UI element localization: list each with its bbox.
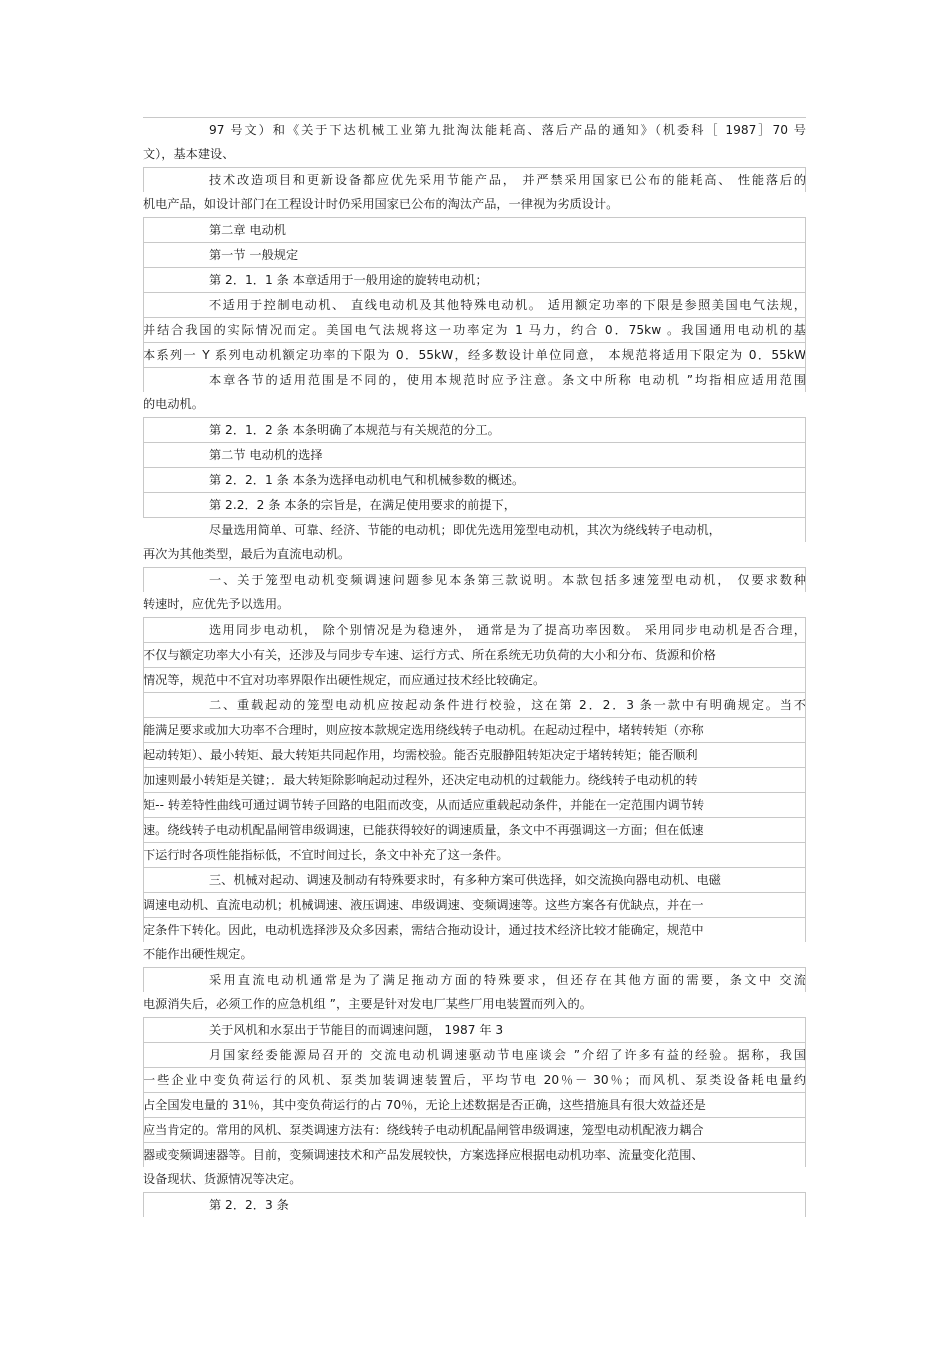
text-line-content: 再次为其他类型，最后为直流电动机。: [143, 547, 351, 561]
text-line: [143, 767, 806, 792]
text-line: [143, 567, 806, 592]
document-body: [143, 117, 806, 1217]
text-line: [143, 317, 806, 342]
text-line: [143, 1142, 806, 1167]
text-line: [143, 192, 806, 217]
text-line: [143, 542, 806, 567]
text-line: [143, 717, 806, 742]
text-line-content: 选用同步电动机， 除个别情况是为稳速外， 通常是为了提高功率因数。 采用同步电动机是否合理，: [209, 623, 806, 637]
text-line-content: 第二章 电动机: [209, 223, 286, 237]
text-line: [143, 667, 806, 692]
text-line: [143, 492, 806, 517]
text-line-content: 器或变频调速器等。目前，变频调速技术和产品发展较快，方案选择应根据电动机功率、流量变化范围、: [143, 1148, 704, 1162]
text-line-content: 并结合我国的实际情况而定。美国电气法规将这一功率定为 1 马力，约合 0．75kw 。我国通用电动机的基: [143, 323, 806, 337]
text-line-content: 不仅与额定功率大小有关，还涉及与同步专车速、运行方式、所在系统无功负荷的大小和分布、货源和价格: [143, 648, 716, 662]
text-line: [143, 992, 806, 1017]
text-line-content: 尽量选用简单、可靠、经济、节能的电动机；即优先选用笼型电动机，其次为绕线转子电动机，: [209, 523, 721, 537]
text-line-content: 第二节 电动机的选择: [209, 448, 323, 462]
text-line-content: 月国家经委能源局召开的 交流电动机调速驱动节电座谈会 ”介绍了许多有益的经验。据称，我国: [209, 1048, 806, 1062]
text-line: [143, 1167, 806, 1192]
text-line-content: 速。绕线转子电动机配晶闸管串级调速，已能获得较好的调速质量，条文中不再强调这一方面；但在低速: [143, 823, 704, 837]
text-line: [143, 642, 806, 667]
text-line: [143, 817, 806, 842]
text-line: [143, 867, 806, 892]
text-line-content: 调速电动机、直流电动机；机械调速、液压调速、串级调速、变频调速等。这些方案各有优缺点，并在一: [143, 898, 704, 912]
text-line: [143, 592, 806, 617]
text-line: [143, 1117, 806, 1142]
text-line-content: 关于风机和水泵出于节能目的而调速问题， 1987 年 3: [209, 1023, 504, 1037]
text-line-content: 应当肯定的。常用的风机、泵类调速方法有：绕线转子电动机配晶闸管串级调速，笼型电动机配液力耦合: [143, 1123, 704, 1137]
text-line-content: 采用直流电动机通常是为了满足拖动方面的特殊要求，但还存在其他方面的需要，条文中 交流: [209, 973, 806, 987]
text-line-content: 转速时，应优先予以选用。: [143, 597, 290, 611]
text-line-content: 97 号文）和《关于下达机械工业第九批淘汰能耗高、落后产品的通知》（机委科［ 1987］70 号: [209, 123, 806, 137]
text-line: [143, 692, 806, 717]
text-line-content: 能满足要求或加大功率不合理时，则应按本款规定选用绕线转子电动机。在起动过程中，堵转转矩（亦称: [143, 723, 704, 737]
text-line-content: 第 2．1．1 条 本章适用于一般用途的旋转电动机；: [209, 273, 488, 287]
text-line-content: 文），基本建设、: [143, 147, 235, 161]
text-line: [143, 242, 806, 267]
text-line: [143, 742, 806, 767]
text-line-content: 的电动机。: [143, 397, 204, 411]
text-line-content: 机电产品，如设计部门在工程设计时仍采用国家已公布的淘汰产品，一律视为劣质设计。: [143, 197, 619, 211]
text-line: [143, 792, 806, 817]
text-line-content: 起动转矩）、最小转矩、最大转矩共同起作用，均需校验。能否克服静阻转矩决定于堵转转矩；能否顺利: [143, 748, 698, 762]
text-line: [143, 917, 806, 942]
text-line: [143, 367, 806, 392]
text-line: [143, 342, 806, 367]
text-line: [143, 1192, 806, 1217]
text-line-content: 电源消失后，必须工作的应急机组 ”，主要是针对发电厂某些厂用电装置而列入的。: [143, 997, 592, 1011]
text-line: [143, 1092, 806, 1117]
text-line-content: 一些企业中变负荷运行的风机、泵类加装调速装置后，平均节电 20％－ 30％；而风机、泵类设备耗电量约: [143, 1073, 806, 1087]
text-line-content: 第 2.2．2 条 本条的宗旨是，在满足使用要求的前提下，: [209, 498, 516, 512]
text-line: [143, 517, 806, 542]
text-line: [143, 292, 806, 317]
text-line: [143, 892, 806, 917]
text-line-content: 一、关于笼型电动机变频调速问题参见本条第三款说明。本款包括多速笼型电动机， 仅要求数种: [209, 573, 806, 587]
text-line: [143, 967, 806, 992]
text-line: [143, 842, 806, 867]
text-line: [143, 1067, 806, 1092]
text-line-content: 第 2．1．2 条 本条明确了本规范与有关规范的分工。: [209, 423, 500, 437]
text-line-content: 占全国发电量的 31％，其中变负荷运行的占 70％，无论上述数据是否正确，这些措施具有很大效益还是: [143, 1098, 706, 1112]
text-line: [143, 417, 806, 442]
text-line: [143, 1042, 806, 1067]
text-line: [143, 942, 806, 967]
text-line-content: 设备现状、货源情况等决定。: [143, 1172, 302, 1186]
text-line: [143, 617, 806, 642]
text-line-content: 加速则最小转矩是关键；．最大转矩除影响起动过程外，还决定电动机的过载能力。绕线转子电动机的转: [143, 773, 698, 787]
text-line-content: 本章各节的适用范围是不同的，使用本规范时应予注意。条文中所称 电动机 ”均指相应适用范围: [209, 373, 806, 387]
text-line: [143, 442, 806, 467]
text-line: [143, 467, 806, 492]
text-line-content: 技术改造项目和更新设备都应优先采用节能产品， 并严禁采用国家已公布的能耗高、 性能落后的: [209, 173, 806, 187]
text-line-content: 三、机械对起动、调速及制动有特殊要求时，有多种方案可供选择，如交流换向器电动机、电磁: [209, 873, 721, 887]
text-line: [143, 392, 806, 417]
text-line-content: 不能作出硬性规定。: [143, 947, 253, 961]
text-line-content: 第 2．2．1 条 本条为选择电动机电气和机械参数的概述。: [209, 473, 525, 487]
text-line-content: 二、重载起动的笼型电动机应按起动条件进行校验，这在第 2．2．3 条一款中有明确规定。当不: [209, 698, 806, 712]
text-line: [143, 267, 806, 292]
text-line-content: 定条件下转化。因此，电动机选择涉及众多因素，需结合拖动设计，通过技术经济比较才能确定，规范中: [143, 923, 704, 937]
text-line-content: 情况等，规范中不宜对功率界限作出硬性规定，而应通过技术经比较确定。: [143, 673, 546, 687]
text-line-content: 本系列一 Y 系列电动机额定功率的下限为 0．55kW，经多数设计单位同意， 本规范将适用下限定为 0．55kW: [143, 348, 806, 362]
text-line-content: 第 2．2．3 条: [209, 1198, 289, 1212]
text-line: [143, 217, 806, 242]
text-line-content: 不适用于控制电动机、 直线电动机及其他特殊电动机。 适用额定功率的下限是参照美国电气法规，: [209, 298, 806, 312]
text-line-content: 下运行时各项性能指标低，不宜时间过长，条文中补充了这一条件。: [143, 848, 509, 862]
text-line: [143, 117, 806, 142]
text-line: [143, 1017, 806, 1042]
text-line: [143, 167, 806, 192]
text-line-content: 第一节 一般规定: [209, 248, 299, 262]
text-line: [143, 142, 806, 167]
text-line-content: 矩-- 转差特性曲线可通过调节转子回路的电阻而改变，从而适应重载起动条件，并能在一定范围内调节转: [143, 798, 705, 812]
